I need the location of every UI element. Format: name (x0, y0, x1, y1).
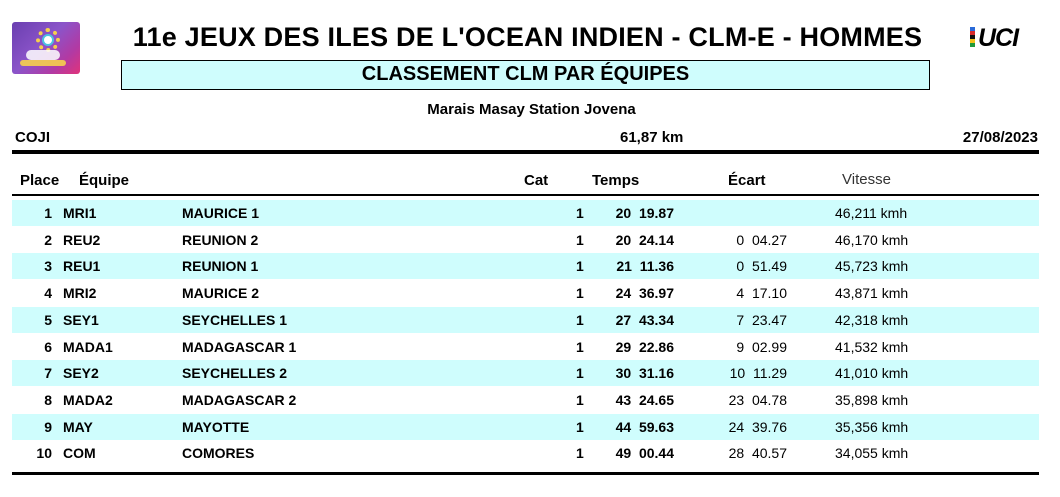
row-vitesse: 45,723 kmh (835, 258, 909, 275)
row-team-code: MRI2 (63, 285, 97, 302)
col-header-temps: Temps (592, 172, 640, 189)
col-header-vitesse: Vitesse (842, 171, 891, 188)
row-temps: 43 24.65 (615, 391, 674, 408)
row-vitesse: 34,055 kmh (835, 445, 909, 462)
row-team-code: MAY (63, 418, 93, 435)
row-team-code: SEY1 (63, 311, 99, 328)
row-temps: 44 59.63 (615, 418, 674, 435)
row-vitesse: 46,211 kmh (835, 205, 908, 221)
row-place: 8 (44, 391, 52, 408)
row-team-name: REUNION 1 (182, 258, 259, 275)
row-cat: 1 (576, 205, 584, 221)
row-team-name: MAURICE 2 (182, 285, 260, 302)
row-cat: 1 (576, 445, 584, 462)
row-place: 2 (44, 231, 52, 248)
row-cat: 1 (576, 231, 584, 248)
row-ecart: 23 04.78 (728, 391, 787, 408)
row-team-name: COMORES (182, 445, 255, 462)
row-ecart: 24 39.76 (728, 418, 787, 435)
row-cat: 1 (576, 391, 584, 408)
col-header-team: Équipe (79, 172, 130, 189)
table-row (12, 334, 1039, 360)
row-vitesse: 35,356 kmh (835, 418, 909, 435)
subtitle-box: CLASSEMENT CLM PAR ÉQUIPES (121, 60, 930, 90)
row-cat: 1 (576, 365, 584, 382)
row-place: 1 (44, 205, 52, 221)
row-team-name: MADAGASCAR 2 (182, 391, 297, 408)
row-vitesse: 42,318 kmh (835, 311, 909, 328)
row-team-code: MRI1 (63, 205, 97, 221)
row-team-code: COM (63, 445, 96, 462)
header-divider (12, 194, 1039, 196)
page-title: 11e JEUX DES ILES DE L'OCEAN INDIEN - CLM-E - HOMMES (132, 22, 923, 52)
row-team-code: MADA2 (63, 391, 113, 408)
row-ecart: 0 04.27 (736, 231, 787, 248)
row-place: 6 (44, 338, 52, 355)
row-ecart: 0 51.49 (736, 258, 787, 275)
table-row (12, 414, 1039, 440)
row-place: 9 (44, 418, 52, 435)
row-temps: 21 11.36 (616, 258, 674, 275)
row-temps: 20 19.87 (615, 205, 674, 221)
table-row (12, 387, 1039, 413)
top-divider (12, 150, 1039, 154)
row-place: 10 (36, 445, 52, 462)
table-row (12, 440, 1039, 466)
row-ecart: 7 23.47 (736, 311, 787, 328)
table-row (12, 253, 1039, 279)
col-header-cat: Cat (524, 172, 549, 189)
row-ecart: 28 40.57 (728, 445, 787, 462)
row-cat: 1 (576, 258, 584, 275)
row-cat: 1 (576, 418, 584, 435)
table-row (12, 280, 1039, 306)
row-vitesse: 41,010 kmh (835, 365, 909, 382)
row-team-name: SEYCHELLES 1 (182, 311, 288, 328)
table-row (12, 360, 1039, 386)
row-vitesse: 43,871 kmh (835, 285, 909, 302)
row-team-code: REU2 (63, 231, 101, 248)
distance-text: 61,87 km (620, 129, 684, 146)
row-temps: 30 31.16 (615, 365, 674, 382)
row-team-name: SEYCHELLES 2 (182, 365, 288, 382)
row-team-name: MAYOTTE (182, 418, 250, 435)
organizer-text: COJI (15, 129, 51, 146)
row-team-code: REU1 (63, 258, 101, 275)
col-header-ecart: Écart (728, 172, 766, 189)
row-team-code: SEY2 (63, 365, 99, 382)
row-team-name: MADAGASCAR 1 (182, 338, 297, 355)
date-text: 27/08/2023 (962, 129, 1038, 146)
row-temps: 24 36.97 (615, 285, 674, 302)
row-temps: 27 43.34 (615, 311, 674, 328)
table-row (12, 307, 1039, 333)
col-header-place: Place (20, 172, 60, 189)
row-place: 7 (44, 365, 52, 382)
row-team-code: MADA1 (63, 338, 113, 355)
row-temps: 20 24.14 (615, 231, 674, 248)
row-ecart: 10 11.29 (729, 365, 787, 382)
row-cat: 1 (576, 285, 584, 302)
row-team-name: MAURICE 1 (182, 205, 260, 221)
row-cat: 1 (576, 338, 584, 355)
row-place: 4 (44, 285, 52, 302)
row-temps: 49 00.44 (615, 445, 674, 462)
location-text: Marais Masay Station Jovena (427, 101, 636, 118)
row-temps: 29 22.86 (615, 338, 674, 355)
row-vitesse: 46,170 kmh (835, 231, 909, 248)
row-ecart: 9 02.99 (736, 338, 787, 355)
row-place: 5 (44, 311, 52, 328)
table-row (12, 200, 1039, 226)
uci-logo: UCI (970, 24, 1018, 53)
row-ecart: 4 17.10 (736, 285, 787, 302)
bottom-divider (12, 472, 1039, 475)
row-vitesse: 35,898 kmh (835, 391, 909, 408)
row-cat: 1 (576, 311, 584, 328)
row-place: 3 (44, 258, 52, 275)
table-row (12, 227, 1039, 253)
row-vitesse: 41,532 kmh (835, 338, 909, 355)
row-team-name: REUNION 2 (182, 231, 259, 248)
